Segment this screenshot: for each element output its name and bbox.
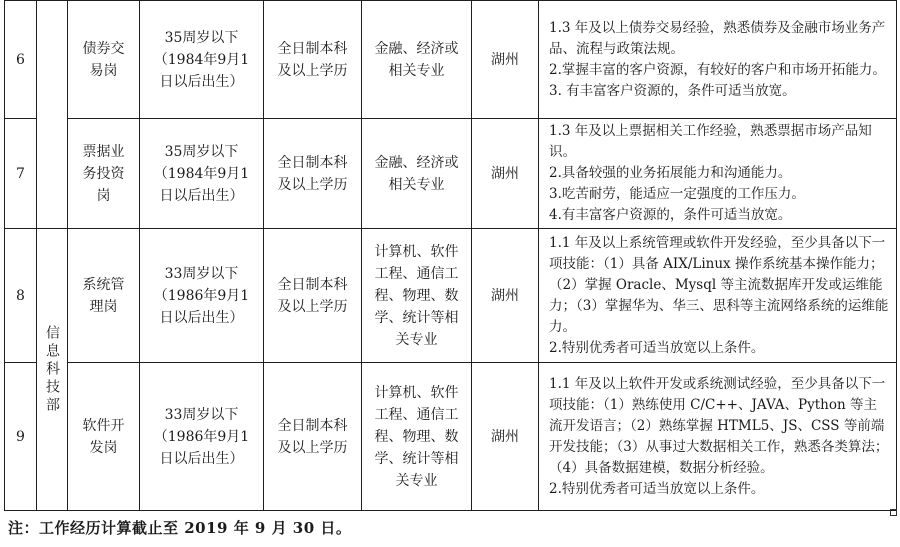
job-requirements: [539, 229, 897, 363]
requirement-item: 3.吃苦耐劳，能适应一定强度的工作压力。: [549, 186, 805, 202]
requirement-item: 2.特别优秀者可适当放宽以上条件。: [549, 339, 765, 356]
education-requirement: 全日制本科 及以上学历: [264, 363, 362, 511]
major-requirement: 金融、经济或 相关专业: [362, 1, 472, 119]
requirement-item: 2.特别优秀者可适当放宽以上条件。: [549, 480, 765, 497]
footnote: 注：工作经历计算截止至 2019 年 9 月 30 日。: [8, 519, 352, 537]
requirement-item: 1.1 年及以上系统管理或软件开发经验，至少具备以下一项技能：（1）具备 AIX/Linux 操作系统基本操作能力；（2）掌握 Oracle、Mysql 等主流数据库开发或运维能力；（3）掌握华为、华三、思科等主流网络系统的运维能力。: [549, 234, 889, 335]
recruitment-table: [4, 0, 897, 511]
requirement-item: 1.3 年及以上票据相关工作经验，熟悉票据市场产品知识。: [549, 123, 872, 160]
work-location: 湖州: [472, 229, 539, 363]
education-requirement: 全日制本科 及以上学历: [264, 1, 362, 119]
work-location: 湖州: [472, 1, 539, 119]
department-cell-blank: [37, 1, 68, 229]
row-index: 6: [5, 1, 37, 119]
row-index: 8: [5, 229, 37, 363]
requirement-item: 2.具备较强的业务拓展能力和沟通能力。: [549, 165, 792, 181]
requirement-item: 2.掌握丰富的客户资源，有较好的客户和市场开拓能力。: [549, 61, 886, 78]
age-requirement: 35周岁以下 （1984年9月1 日以后出生）: [140, 1, 264, 119]
job-requirements: [539, 119, 897, 229]
requirement-item: 1.3 年及以上债券交易经验，熟悉债券及金融市场业务产品、流程与政策法规。: [549, 19, 886, 57]
work-location: 湖州: [472, 363, 539, 511]
requirement-item: 3. 有丰富客户资源的，条件可适当放宽。: [549, 82, 796, 99]
resize-handle-mark: [890, 509, 897, 516]
position-name: 债券交 易岗: [68, 1, 140, 119]
position-name: 软件开 发岗: [68, 363, 140, 511]
major-requirement: 计算机、软件 工程、通信工 程、物理、数 学、统计等相 关专业: [362, 363, 472, 511]
job-requirements: [539, 1, 897, 119]
position-name: 票据业 务投资 岗: [68, 119, 140, 229]
education-requirement: 全日制本科 及以上学历: [264, 119, 362, 229]
age-requirement: 33周岁以下 （1986年9月1 日以后出生）: [140, 363, 264, 511]
age-requirement: 33周岁以下 （1986年9月1 日以后出生）: [140, 229, 264, 363]
table-row: [5, 363, 897, 511]
table-row: [5, 1, 897, 119]
position-name: 系统管 理岗: [68, 229, 140, 363]
age-requirement: 35周岁以下 （1984年9月1 日以后出生）: [140, 119, 264, 229]
table-row: [5, 119, 897, 229]
requirement-item: 4.有丰富客户资源的，条件可适当放宽。: [549, 207, 792, 223]
major-requirement: 计算机、软件 工程、通信工 程、物理、数 学、统计等相 关专业: [362, 229, 472, 363]
major-requirement: 金融、经济或 相关专业: [362, 119, 472, 229]
job-requirements: [539, 363, 897, 511]
row-index: 9: [5, 363, 37, 511]
table-row: [5, 229, 897, 363]
requirement-item: 1.1 年及以上软件开发或系统测试经验，至少具备以下一项技能：（1）熟练使用 C/C++、JAVA、Python 等主流开发语言；（2）熟练掌握 HTML5、JS、CSS 等前端开发技能；（3）从事过大数据相关工作，熟悉各类算法；（4）具备数据建模，数据分析经验。: [549, 375, 889, 476]
department-name: 信息科技部: [37, 229, 68, 511]
work-location: 湖州: [472, 119, 539, 229]
row-index: 7: [5, 119, 37, 229]
education-requirement: 全日制本科 及以上学历: [264, 229, 362, 363]
